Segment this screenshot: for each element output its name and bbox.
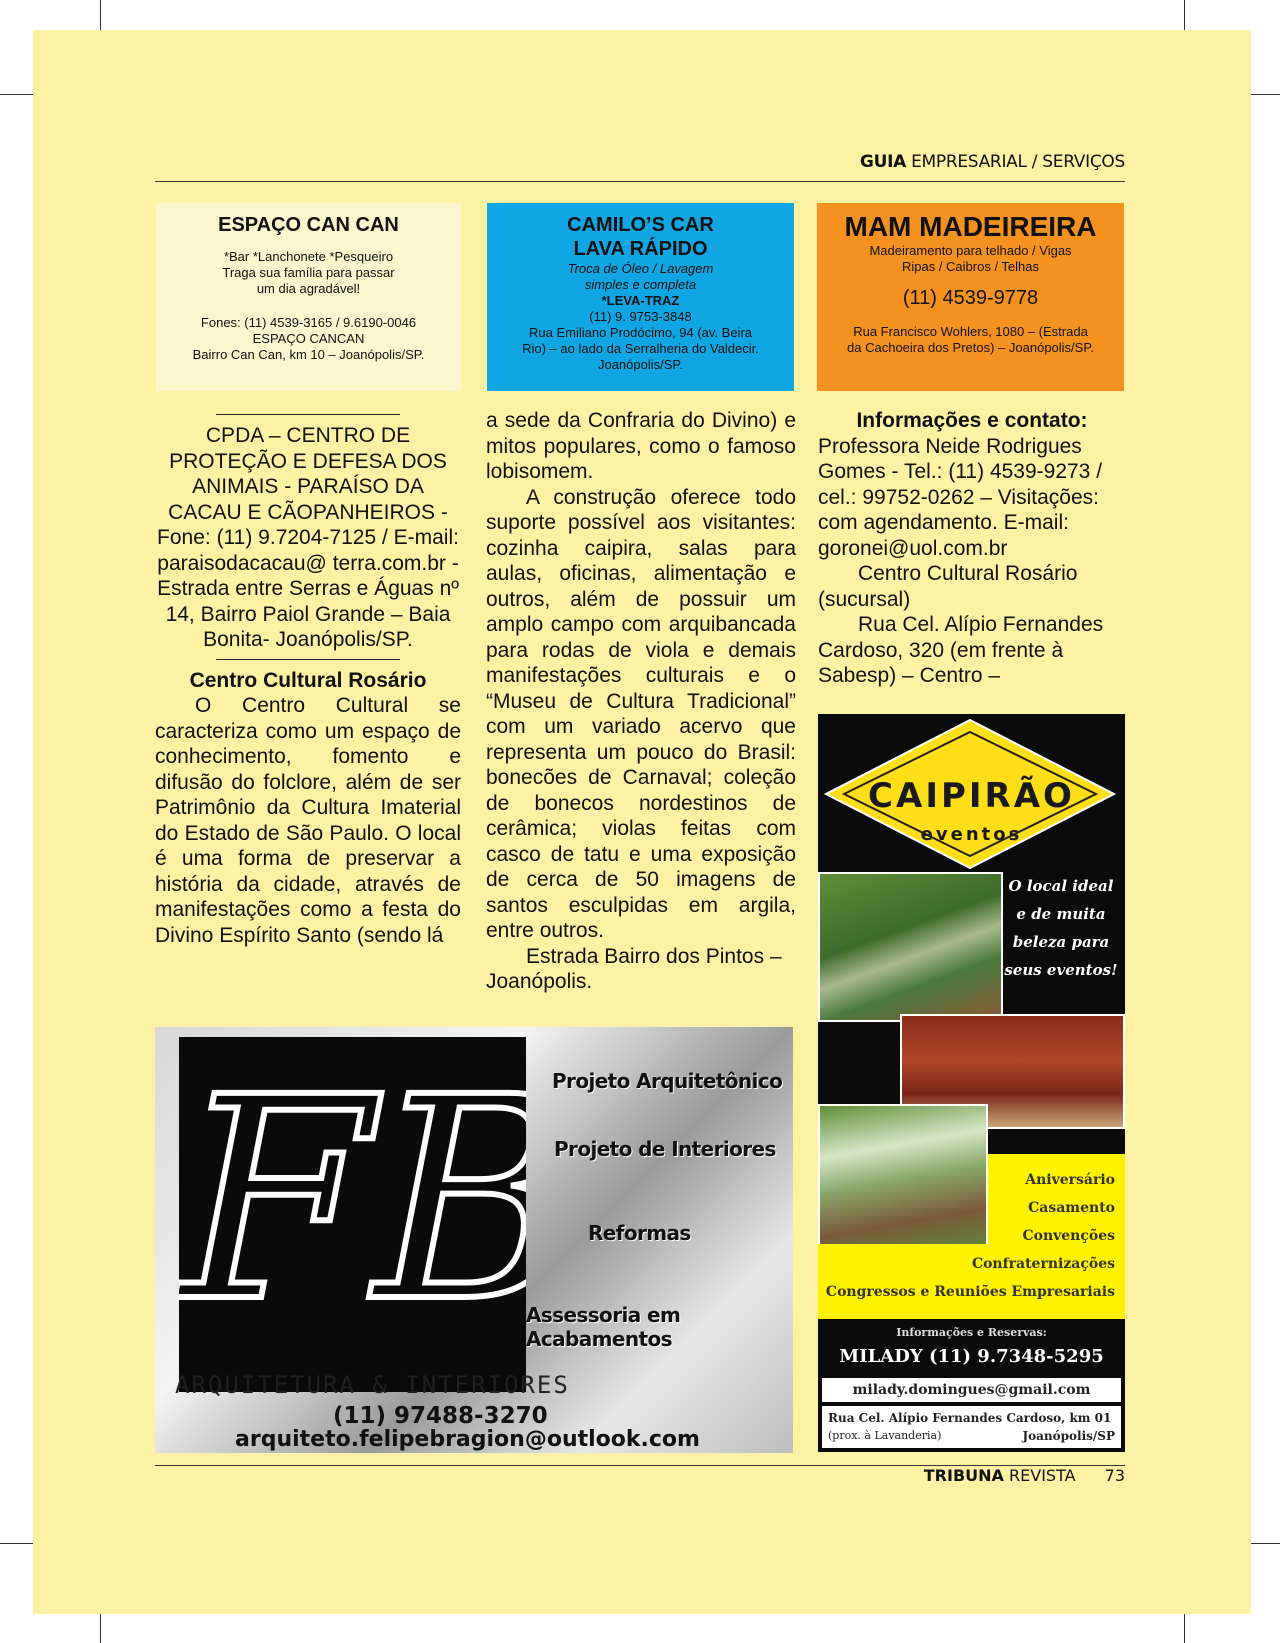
ad-title: CAMILO’S CAR <box>567 214 714 236</box>
page-header <box>155 152 1125 172</box>
ad-title: ESPAÇO CAN CAN <box>218 214 399 236</box>
fb-logo-text: F <box>179 1038 374 1364</box>
fb-phone: (11) 97488-3270 <box>333 1403 548 1429</box>
caipirao-address <box>822 1406 1121 1448</box>
ad-name: ESPAÇO CANCAN <box>252 331 365 346</box>
event-item: Confraternizações <box>971 1256 1115 1272</box>
crop-mark <box>1251 1543 1280 1544</box>
caipirao-tagline <box>1001 872 1121 984</box>
caipirao-email: milady.domingues@gmail.com <box>822 1378 1121 1402</box>
tagline-line: seus eventos! <box>1004 961 1118 979</box>
paragraph: Professora Neide Rodrigues Gomes - Tel.: (11) 4539-9273 / cel.: 99752-0262 – Visitações: com agendamento. E-mail: goronei@uol.com.br <box>818 434 1103 560</box>
caipirao-info-label: Informações e Reservas: <box>896 1326 1047 1339</box>
address-city: Joanópolis/SP <box>1022 1429 1115 1443</box>
ad-address: Rua Emiliano Prodócimo, 94 (av. Beira <box>528 325 753 340</box>
address-note: (prox. à Lavanderia) <box>828 1429 942 1442</box>
header-rule <box>155 181 1125 182</box>
event-item: Aniversário <box>1025 1172 1115 1188</box>
text-column-3 <box>818 408 1126 689</box>
ad-fb-arquitetura <box>155 1027 793 1453</box>
divider <box>216 414 400 415</box>
footer-label: REVISTA <box>1009 1466 1076 1485</box>
ad-desc: Madeiramento para telhado / Vigas <box>869 243 1072 258</box>
ad-address: da Cachoeira dos Pretos) – Joanópolis/SP. <box>847 340 1094 355</box>
ad-line: Traga sua família para passar <box>222 265 395 280</box>
ad-title: LAVA RÁPIDO <box>573 238 708 260</box>
fb-service: Projeto Arquitetônico <box>552 1069 783 1093</box>
crop-mark <box>0 1543 33 1544</box>
ad-phones: Fones: (11) 4539-3165 / 9.6190-0046 <box>200 315 417 330</box>
crop-mark <box>100 0 101 30</box>
crop-mark <box>100 1614 101 1643</box>
ad-address: Bairro Can Can, km 10 – Joanópolis/SP. <box>192 347 425 362</box>
fb-services <box>526 1027 792 1351</box>
tagline-line: beleza para <box>1012 933 1110 951</box>
caipirao-name: CAIPIRÃO <box>868 776 1075 816</box>
paragraph: Rua Cel. Alípio Fernandes Cardoso, 320 (em frente à Sabesp) – Centro – <box>818 613 1104 687</box>
ad-address: Rua Francisco Wohlers, 1080 – (Estrada <box>853 324 1088 339</box>
tagline-line: e de muita <box>1016 905 1106 923</box>
paragraph: Centro Cultural Rosário (sucursal) <box>818 562 1078 611</box>
caipirao-sub: eventos <box>920 824 1023 845</box>
event-item: Convenções <box>1022 1228 1115 1244</box>
crop-mark <box>1251 94 1280 95</box>
ad-line: um dia agradável! <box>256 281 361 296</box>
ad-title: MAM MADEIREIRA <box>844 211 1097 242</box>
ad-desc: Ripas / Caibros / Telhas <box>901 259 1040 274</box>
fb-logo-panel <box>179 1037 526 1392</box>
paragraph: a sede da Confraria do Divino) e mitos populares, como o famoso lobisomem. <box>486 409 796 483</box>
cpda-listing: CPDA – CENTRO DE PROTEÇÃO E DEFESA DOS ANIMAIS - PARAÍSO DA CACAU E CÃOPANHEIROS - Fone: (11) 9.7204-7125 / E-mail: paraisodacacau@ terra.com.br - Estrada entre Serras e Águas nº 14, Bairro Paiol Grande – Baia Bonita- Joanópolis/SP. <box>157 424 459 651</box>
section-heading: Centro Cultural Rosário <box>189 668 427 692</box>
fb-service: Projeto de Interiores <box>554 1137 776 1161</box>
caipirao-events <box>826 1166 1115 1306</box>
fb-brand: ARQUITETURA & INTERIORES <box>175 1371 570 1399</box>
ad-caipirao-eventos <box>818 714 1125 1452</box>
tagline-line: O local ideal <box>1008 877 1114 895</box>
footer-brand: TRIBUNA <box>923 1466 1004 1485</box>
fb-service: Reformas <box>588 1221 691 1245</box>
page-number: 73 <box>1104 1466 1125 1485</box>
event-item: Casamento <box>1028 1200 1115 1216</box>
ad-line: *Bar *Lanchonete *Pesqueiro <box>223 249 394 264</box>
address-line: Rua Cel. Alípio Fernandes Cardoso, km 01 <box>828 1411 1112 1425</box>
ad-phone: (11) 4539-9778 <box>902 287 1039 309</box>
section-heading: Informações e contato: <box>856 409 1088 432</box>
ad-address: Joanópolis/SP. <box>597 357 684 372</box>
ad-address: Rio) – ao lado da Serralheria do Valdecir. <box>522 341 759 356</box>
ad-leva-traz: *LEVA-TRAZ <box>601 293 680 308</box>
text-column-2 <box>486 408 796 995</box>
ad-mam-madeireira <box>817 203 1124 391</box>
fb-logo-icon <box>179 1037 526 1392</box>
event-item: Congressos e Reuniões Empresariais <box>825 1284 1115 1300</box>
paragraph: A construção oferece todo suporte possível aos visitantes: cozinha caipira, salas para aulas, oficinas, alimentação e outros, além de possuir um amplo campo com arquibancada para rodas de viola e demais manifestações culturais e o “Museu de Cultura Tradicional” com um variado acervo que representa um pouco do Brasil: bonecões de Carnaval; coleção de bonecos nordestinos de cerâmica; violas feitas com casco de tatu e uma exposição de cerca de 50 imagens de santos esculpidas em argila, entre outros. <box>486 485 796 942</box>
ad-phone: (11) 9. 9753-3848 <box>589 309 692 324</box>
divider <box>216 659 400 660</box>
ad-espaco-can-can <box>156 203 461 391</box>
crop-mark <box>0 94 33 95</box>
caipirao-phone: MILADY (11) 9.7348-5295 <box>839 1346 1104 1367</box>
ad-desc: simples e completa <box>584 277 697 292</box>
crop-mark <box>1184 0 1185 30</box>
text-column-1 <box>155 408 461 948</box>
header-section: EMPRESARIAL / SERVIÇOS <box>911 152 1125 172</box>
fb-service: Assessoria em Acabamentos <box>526 1303 681 1351</box>
crop-mark <box>1184 1614 1185 1643</box>
header-guia: GUIA <box>859 152 906 172</box>
photo-garden <box>818 872 1003 1022</box>
fb-email: arquiteto.felipebragion@outlook.com <box>235 1427 700 1452</box>
page-footer <box>924 1466 1125 1485</box>
paragraph: Estrada Bairro dos Pintos – Joanópolis. <box>486 944 782 993</box>
ad-desc: Troca de Óleo / Lavagem <box>567 261 714 276</box>
paragraph: O Centro Cultural se caracteriza como um espaço de conhecimento, fomento e difusão do folclore, além de ser Patrimônio da Cultura Imaterial do Estado de São Paulo. O local é uma forma de preservar a história da cidade, através de manifestações como a festa do Divino Espírito Santo (sendo lá <box>155 694 461 947</box>
ad-camilos-car <box>487 203 794 391</box>
